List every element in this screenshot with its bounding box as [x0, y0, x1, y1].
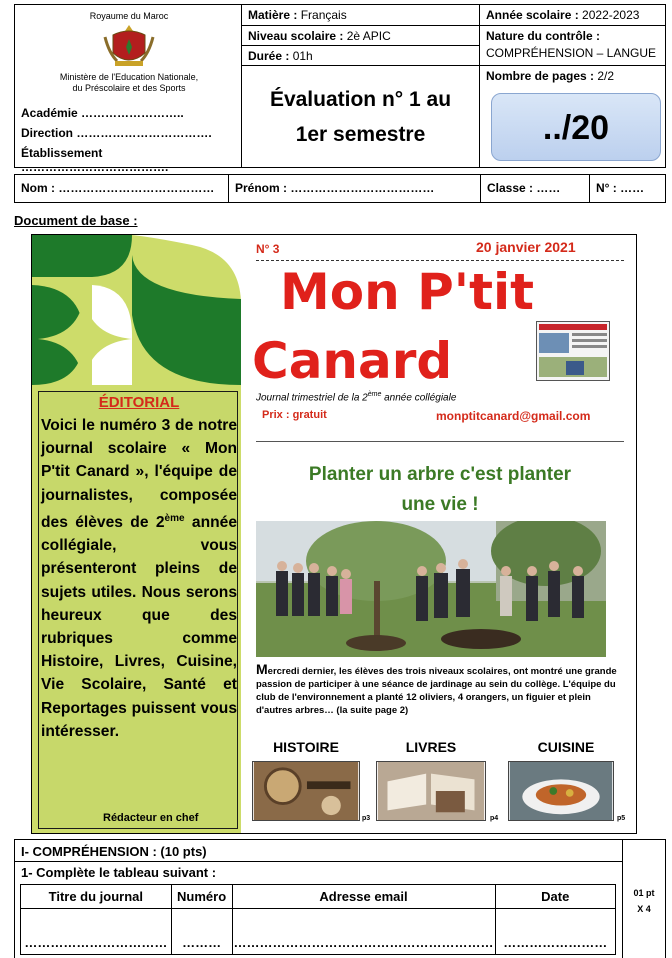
editorial-text: [41, 414, 237, 743]
article-text: [256, 663, 622, 717]
matiere-value: Français: [300, 8, 347, 22]
rubric-livres-label: LIVRES: [405, 739, 457, 755]
nom-field: Nom : …………………………………: [21, 181, 215, 195]
article-drop-letter: M: [256, 661, 268, 677]
duree-cell: [241, 45, 480, 66]
editorial-part-1: Voici le numéro 3 de notre journal scolaire « Mon P'tit Canard », l'équipe de journalistes, composée des élèves de 2: [41, 417, 237, 531]
subtitle-sup: ème: [367, 391, 382, 398]
etablissement-field[interactable]: Établissement ……………………………….: [21, 146, 169, 174]
niveau-cell: [241, 25, 480, 46]
rubric-histoire-label: HISTOIRE: [273, 739, 339, 755]
classe-field: Classe : ……: [487, 181, 561, 195]
kingdom-label: Royaume du Maroc: [89, 11, 169, 21]
section-title: I- COMPRÉHENSION : (10 pts): [21, 844, 207, 859]
score-box[interactable]: [491, 93, 661, 161]
editorial-part-2: année collégiale, vous présenteront pleins de sujets utiles. Nous serons heureux que des rubriques comme Histoire, Livres, Cuisine, Vie Scolaire, Santé et Reportages puissent vous intéresser.: [41, 514, 237, 740]
annee-value: 2022-2023: [582, 8, 640, 22]
annee-label: Année scolaire :: [486, 8, 579, 22]
article-body: ercredi dernier, les élèves des trois niveaux scolaires, ont montré une grande passion de participer à une séance de jardinage au sein du collège. L'équipe du club de l'environnement a planté 12 oliviers, 4 orangers, un figuier et plein d'autres arbres… (la suite page 2): [256, 666, 617, 716]
rubric-livres-page: p4: [490, 815, 499, 822]
newspaper: [31, 234, 637, 834]
nom-cell[interactable]: [14, 174, 229, 203]
academie-field[interactable]: Académie ……………………..: [21, 106, 184, 120]
ministry-line-2: du Préscolaire et des Sports: [72, 83, 186, 93]
points-box: [622, 839, 666, 958]
exam-title-line-1: Évaluation n° 1 au: [269, 88, 452, 111]
ministry-line-1: Ministère de l'Education Nationale,: [59, 72, 199, 82]
coat-of-arms-icon: [103, 23, 155, 69]
matiere-label: Matière :: [248, 8, 298, 22]
newspaper-thumbnail-icon: [536, 321, 610, 381]
history-thumbnail-icon: [252, 761, 360, 821]
pages-value: 2/2: [597, 69, 615, 83]
issue-date: 20 janvier 2021: [476, 239, 576, 255]
score-value: ../20: [542, 109, 610, 147]
niveau-value: 2è APIC: [346, 29, 391, 43]
niveau-label: Niveau scolaire :: [248, 29, 344, 43]
nature-value: COMPRÉHENSION – LANGUE: [486, 46, 657, 60]
masthead-line-2: Canard: [252, 332, 453, 390]
answer-numero[interactable]: ………: [171, 909, 232, 955]
prenom-cell[interactable]: [228, 174, 481, 203]
prenom-field: Prénom : ………………………………: [235, 181, 435, 195]
email-label[interactable]: monptitcanard@gmail.com: [436, 409, 591, 423]
answer-titre[interactable]: ……………………………: [21, 909, 172, 955]
editorial-signature: Rédacteur en chef: [103, 812, 199, 824]
document-label: Document de base :: [14, 213, 138, 228]
duree-label: Durée :: [248, 49, 290, 63]
rubric-cuisine-label: CUISINE: [537, 739, 595, 755]
subtitle-post: année collégiale: [381, 392, 457, 404]
section-title-underline: [15, 861, 622, 862]
mid-rule: [256, 441, 624, 442]
decorative-shapes-icon: [32, 235, 241, 385]
duree-value: 01h: [292, 49, 313, 63]
rubric-histoire-page: p3: [362, 815, 371, 822]
editorial-box: [38, 391, 238, 829]
rubric-cuisine-page: p5: [617, 815, 626, 822]
answer-email[interactable]: ……………………………………………………: [232, 909, 495, 955]
header-titre: Titre du journal: [21, 885, 172, 909]
classe-cell[interactable]: [480, 174, 590, 203]
top-rule: [256, 260, 624, 261]
headline-line-1: Planter un arbre c'est planter: [308, 464, 572, 485]
header-email: Adresse email: [232, 885, 495, 909]
answer-date[interactable]: ……………………: [495, 909, 615, 955]
points-line-2: X 4: [637, 904, 651, 914]
numero-cell[interactable]: [589, 174, 666, 203]
editorial-sup: ème: [164, 512, 185, 524]
answer-table: [20, 884, 616, 955]
pages-label: Nombre de pages :: [486, 69, 595, 83]
question-label: 1- Complète le tableau suivant :: [21, 865, 217, 880]
editorial-title: ÉDITORIAL: [98, 394, 180, 411]
numero-field: N° : ……: [596, 181, 645, 195]
price-label: Prix : gratuit: [262, 409, 327, 421]
headline-line-2: une vie !: [401, 494, 479, 515]
header-numero: Numéro: [171, 885, 232, 909]
matiere-cell: [241, 4, 480, 26]
nature-label: Nature du contrôle :: [486, 29, 601, 43]
direction-field[interactable]: Direction …………………………….: [21, 126, 212, 140]
tree-planting-photo: [256, 521, 606, 657]
exam-title-line-2: 1er semestre: [295, 123, 426, 146]
annee-cell: [479, 4, 666, 26]
points-line-1: 01 pt: [633, 888, 655, 898]
header-date: Date: [495, 885, 615, 909]
masthead-line-1: Mon P'tit: [280, 263, 535, 321]
subtitle-pre: Journal trimestriel de la 2: [256, 392, 368, 404]
nature-cell: [479, 25, 666, 66]
books-thumbnail-icon: [376, 761, 486, 821]
cuisine-thumbnail-icon: [508, 761, 614, 821]
header-left-block: [14, 4, 242, 174]
issue-number: N° 3: [256, 242, 280, 256]
exam-title-cell: [241, 65, 480, 168]
newspaper-subtitle: [256, 391, 456, 403]
